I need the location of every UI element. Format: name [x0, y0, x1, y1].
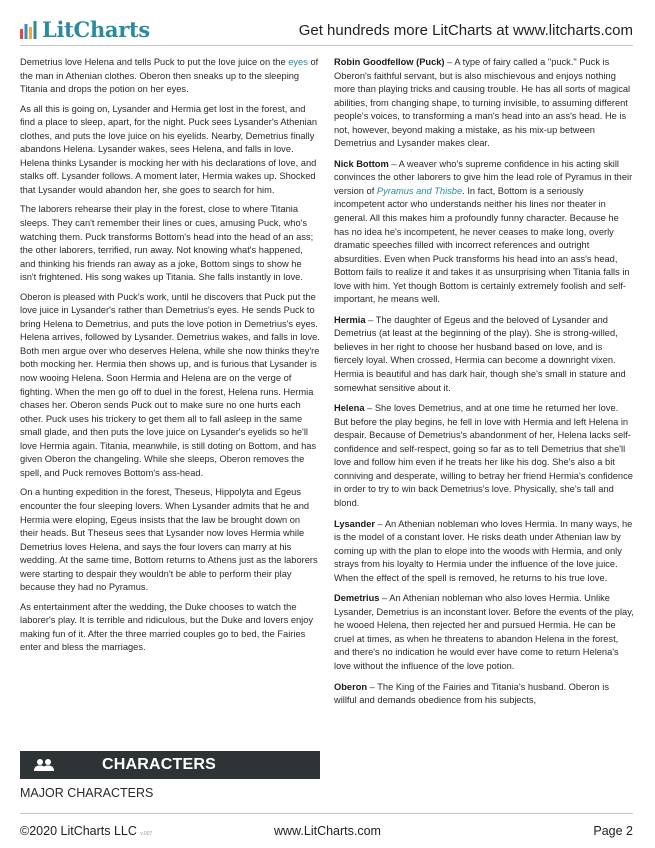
character-name: Robin Goodfellow (Puck)	[334, 57, 445, 67]
character-name: Demetrius	[334, 593, 380, 604]
character-entry-oberon: Oberon – The King of the Fairies and Titania's husband. Oberon is willful and demands obedience from his subjects,	[334, 681, 609, 706]
play-title-link[interactable]: Pyramus and Thisbe	[376, 185, 463, 196]
character-entry-helena: Helena – She loves Demetrius, and at one time he returned her love. But before the play begins, he fell in love with Hermia and left Helena in despair. Because of Demetrius's abandonment of her, Helena lacks self-confidence and self-respect, going so far as to tell Demetrius that she'll love and follow him even if he treats her like his dog. She's also a bit conniving and desperate, willing to betray her friend Hermia's confidence in order to try to win back Demetrius's love. Physically, she's tall and blond.	[334, 403, 633, 508]
page-number: Page 2	[593, 824, 633, 838]
plot-paragraph: Oberon is pleased with Puck's work, until he discovers that Puck put the love juice in Lysander's rather than Demetrius's eyes. He sends Puck to bring Helena to Demetrius, and puts the love potion in Demetrius's eyes. Helena arrives, followed by Lysander. Demetrius wakes, and falls in love. Both men argue over who deserves Helena, while she now thinks they're both mocking her. Hermia then shows up, and is furious that Lysander is now wooing Helena. Soon Hermia and Helena are on the verge of fighting. When the men go off to duel in the forest, Helena runs. Hermia chases her. Oberon sends Puck out to make sure no one hurts each other. Puck uses his trickery to get them all to fall asleep in the same small glade, and then puts the love juice on Lysander's eyelids so he'll love Hermia again. Titania, meanwhile, is still doting on Bottom, and has given Oberon the changeling. While she sleeps, Oberon removes the spell, and Puck removes Bottom's ass-head.	[20, 291, 320, 478]
characters-section-header	[20, 751, 320, 779]
character-entry-demetrius: Demetrius – An Athenian nobleman who also loves Hermia. Unlike Lysander, Demetrius is an inconstant lover. Before the events of the play, he wooed Helena, then rejected her and pursued Hermia. He can be cruel at times, as when he threatens to abandon Helena in the forest, and there's no indication he would ever have come to return Helena's love without the influence of the love potion.	[334, 593, 634, 671]
character-name: Hermia	[334, 314, 366, 325]
eyes-symbol-link[interactable]: eyes	[288, 57, 308, 67]
left-column	[20, 56, 320, 661]
plot-paragraph: As entertainment after the wedding, the Duke chooses to watch the laborer's play. It is terrible and ridiculous, but the Duke and lovers enjoy making fun of it. After the three married couples go to bed, the Fairies enter and bless the marriages.	[20, 601, 314, 653]
character-entry-lysander: Lysander – An Athenian nobleman who loves Hermia. In many ways, he is the model of a constant lover. He risks death under Athenian law by coming up with the plan to elope into the woods with Hermia, and only strays from his loyalty to Hermia under the influence of the love juice. When the effect of the spell is removed, he returns to his true love.	[334, 518, 633, 583]
plot-paragraph: Demetrius love Helena and tells Puck to put the love juice on the eyes of the man in Athenian clothes. Oberon then sneaks up to the sleeping Titania and drops the potion on her eyes.	[20, 57, 319, 95]
plot-paragraph: On a hunting expedition in the forest, Theseus, Hippolyta and Egeus encounter the four sleeping lovers. When Lysander admits that he and Hermia were eloping, Egeus insists that the law be brought down on their heads. But Theseus sees that Lysander now loves Hermia while Demetrius loves Helena, and says the four lovers can marry at his wedding. At the same time, Bottom returns to Athens just as the laborers were starting to despair they wouldn't be able to perform their play because they had no Pyramus.	[20, 487, 318, 593]
footer-divider	[20, 813, 633, 814]
character-entry-hermia: Hermia – The daughter of Egeus and the beloved of Lysander and Demetrius (at least at the beginning of the play). She is strong-willed, believes in her right to choose her husband based on love, and is fiercely loyal. When crossed, Hermia can become a downright vixen. Hermia is beautiful and has dark hair, though she's small in stature and somewhat sensitive about it.	[334, 314, 626, 393]
header-divider	[20, 45, 633, 46]
version-label: v.007	[140, 831, 153, 837]
plot-paragraph: The laborers rehearse their play in the forest, close to where Titania sleeps. They can't remember their lines or cues, amusing Puck, who's watching them. Puck transforms Bottom's head into the head of an ass; the other laborers, terrified, run away. Not knowing what's happened, and thinking his friends ran away as a joke, Bottom sings to show he isn't frightened. His song wakes up Titania. She falls instantly in love.	[20, 204, 314, 283]
character-entry-bottom: Nick Bottom – A weaver who's supreme confidence in his acting skill convinces the other laborers to give him the lead role of Pyramus in their version of Pyramus and Thisbe. In fact, Bottom is a seriously incompetent actor who understands neither his lines nor theater in general. All this makes him a profoundly funny character. Because he has no idea he's incompetent, he never ceases to make long, overly dramatic speeches filled with incorrect references and outright absurdities. Even when Puck transforms his head into an ass's head, Bottom fails to realize it and takes it as unsurprising when Titania falls in love with him. Yet though Bottom is certainly extremely foolish and self-important, he means well.	[334, 158, 633, 305]
major-characters-subtitle: MAJOR CHARACTERS	[20, 786, 154, 800]
bars-logo-icon	[20, 21, 38, 39]
footer-site-link[interactable]: www.LitCharts.com	[274, 824, 381, 838]
litcharts-logo[interactable]	[20, 17, 150, 42]
logo-text: LitCharts	[42, 17, 150, 42]
right-column	[334, 56, 634, 715]
plot-paragraph: As all this is going on, Lysander and Hermia get lost in the forest, and find a place to sleep, apart, for the night. Puck sees Lysander's Athenian clothes, and puts the love juice on his eyelids. Nearby, Demetrius finally abandons Helena. Lysander wakes, sees Helena, and falls in love. Helena thinks Lysander is mocking her with his declarations of love, and stalks off. Lysander follows. A moment later, Hermia wakes up. Shocked that Lysander would abandon her, she goes to search for him.	[20, 103, 318, 195]
character-name: Lysander	[334, 518, 375, 529]
characters-title: CHARACTERS	[102, 756, 216, 773]
page-header	[0, 0, 655, 50]
character-name: Oberon	[334, 681, 368, 692]
character-name: Nick Bottom	[334, 158, 389, 169]
character-entry-puck: Robin Goodfellow (Puck) – A type of fairy called a "puck." Puck is Oberon's faithful servant, but is also mischievous and enjoys nothing more than playing tricks and causing trouble. He has all sorts of magical abilities, from changing shape, to turning invisible, to assuming different people's voices, to transforming a man's head into an ass's head. He is not, however, beyond making a mistake, as his mix-up between Demetrius and Lysander makes clear.	[334, 57, 631, 149]
footer-copyright: ©2020 LitCharts LLC v.007	[20, 824, 153, 838]
header-tagline[interactable]: Get hundreds more LitCharts at www.litcharts.com	[298, 22, 633, 39]
character-name: Helena	[334, 403, 365, 414]
people-icon	[34, 758, 54, 772]
